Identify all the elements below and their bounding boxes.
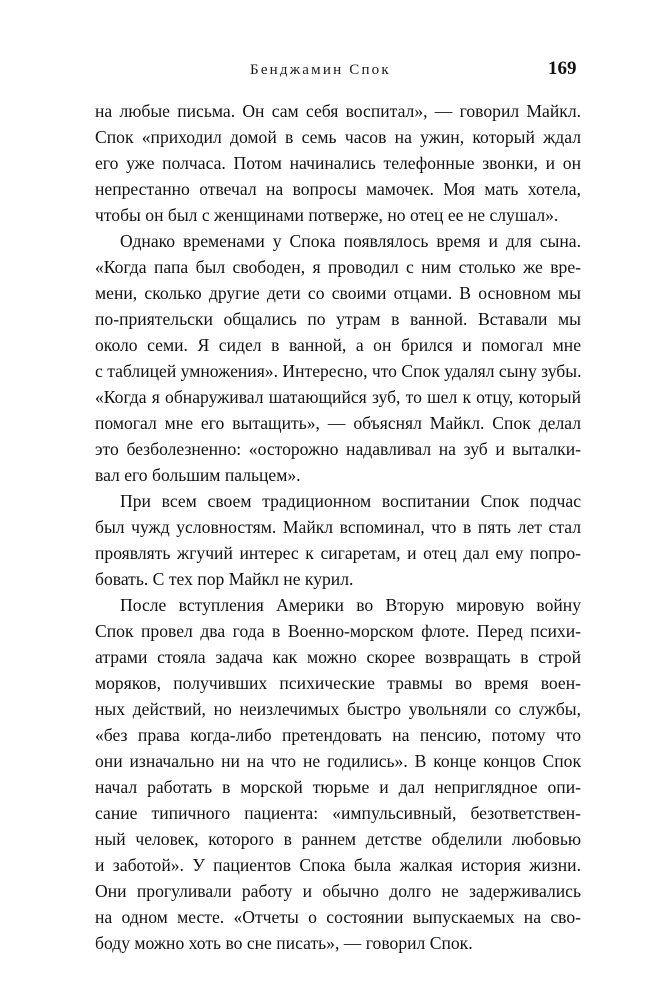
text-line: проявлять жгучий интерес к сигаретам, и отец дал ему попро- (95, 543, 581, 563)
text-line: Спок провел два года в Военно-морском флоте. Перед психи- (95, 621, 581, 641)
text-line: Спок «приходил домой в семь часов на ужин, который ждал (95, 127, 581, 147)
text-line: чтобы он был с женщинами потверже, но отец ее не слушал». (95, 205, 559, 225)
text-line: мени, сколько другие дети со своими отцами. В основном мы (95, 283, 581, 303)
text-line: они изначально ни на что не годились». В конце концов Спок (95, 751, 581, 771)
text-line: и заботой». У пациентов Спока была жалкая история жизни. (95, 855, 581, 875)
text-line: около семи. Я сидел в ванной, а он брился и помогал мне (95, 335, 581, 355)
text-line: непрестанно отвечал на вопросы мамочек. Моя мать хотела, (95, 179, 581, 199)
paragraph (95, 228, 581, 488)
text-line: «Когда папа был свободен, я проводил с ним столько же вре- (95, 257, 581, 277)
text-line: был чужд условностям. Майкл вспоминал, что в пять лет стал (95, 517, 581, 537)
text-line: Они прогуливали работу и обычно долго не задерживались (95, 881, 581, 901)
text-line: Однако временами у Спока появлялось время и для сына. (120, 231, 581, 251)
text-line: атрами стояла задача как можно скорее возвращать в строй (95, 647, 581, 667)
running-title: Бенджамин Спок (250, 62, 391, 78)
text-line: «Когда я обнаруживал шатающийся зуб, то шел к отцу, который (95, 387, 581, 407)
page-number: 169 (548, 58, 577, 79)
paragraph (95, 592, 581, 956)
text-line: начал работать в морской тюрьме и дал неприглядное опи- (95, 777, 581, 797)
text-line: боду можно хоть во сне писать», — говорил Спок. (95, 933, 473, 953)
text-line: сание типичного пациента: «импульсивный, безответствен- (95, 803, 581, 823)
text-line: по-приятельски общались по утрам в ванной. Вставали мы (95, 309, 581, 329)
text-line: бовать. С тех пор Майкл не курил. (95, 569, 354, 589)
body-text (95, 98, 581, 956)
text-line: с таблицей умножения». Интересно, что Спок удалял сыну зубы. (95, 361, 582, 381)
text-line: При всем своем традиционном воспитании Спок подчас (120, 491, 581, 511)
text-line: вал его большим пальцем». (95, 465, 301, 485)
paragraph (95, 98, 581, 228)
text-line: это безболезненно: «осторожно надавливал на зуб и выталки- (95, 439, 581, 459)
text-line: на одном месте. «Отчеты о состоянии выпускаемых на сво- (95, 907, 581, 927)
text-line: на любые письма. Он сам себя воспитал», — говорил Майкл. (95, 101, 581, 121)
text-line: ных действий, но неизлечимых быстро увольняли со службы, (95, 699, 581, 719)
text-line: помогал мне его вытащить», — объяснял Майкл. Спок делал (95, 413, 581, 433)
paragraph (95, 488, 581, 592)
text-line: моряков, получивших психические травмы во время воен- (95, 673, 581, 693)
text-line: его уже полчаса. Потом начинались телефонные звонки, и он (95, 153, 581, 173)
text-line: ный человек, которого в раннем детстве обделили любовью (95, 829, 581, 849)
text-line: После вступления Америки во Вторую мировую войну (120, 595, 581, 615)
text-line: «без права когда-либо претендовать на пенсию, потому что (95, 725, 581, 745)
